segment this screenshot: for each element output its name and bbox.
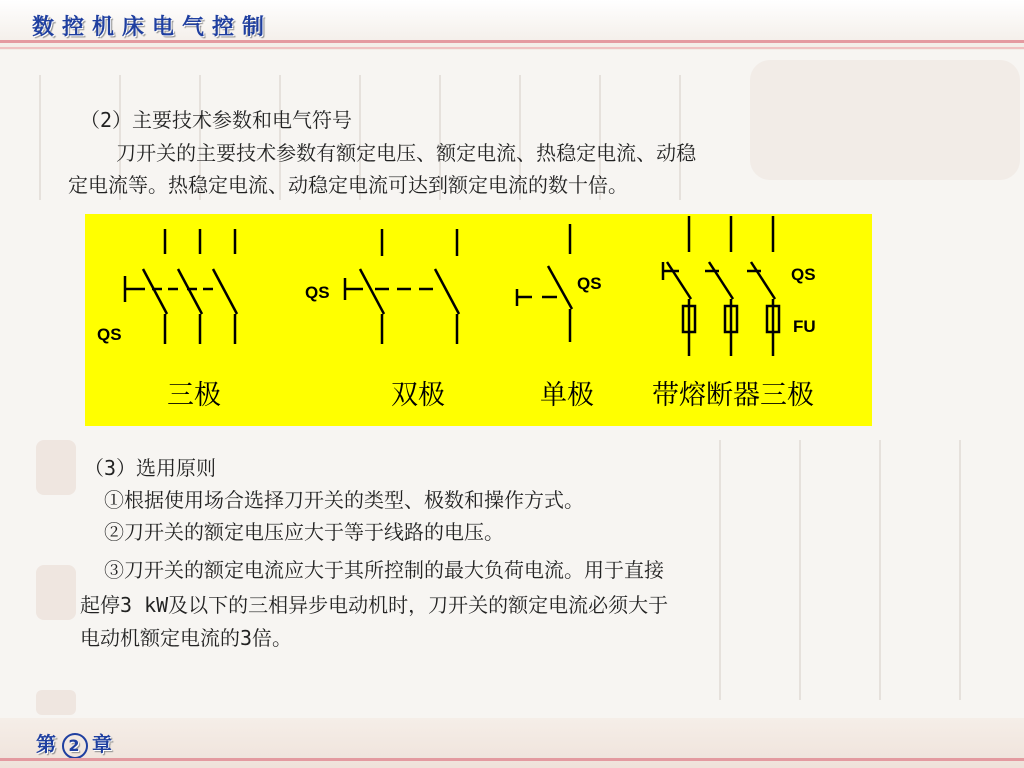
section3-heading: （3）选用原则 xyxy=(84,456,217,480)
section3-item3-line3: 电动机额定电流的3倍。 xyxy=(80,626,293,650)
two-pole-caption: 双极 xyxy=(391,380,445,411)
chapter-prefix: 第 xyxy=(36,732,58,756)
chapter-number-badge: 2 xyxy=(62,733,88,759)
footer-divider xyxy=(0,758,1024,761)
fuse-tag: FU xyxy=(793,317,816,336)
two-pole-tag: QS xyxy=(305,283,330,302)
header-divider xyxy=(0,40,1024,43)
three-pole-caption: 三极 xyxy=(167,380,221,411)
fused-switch-tag: QS xyxy=(791,265,816,284)
three-pole-switch-symbol xyxy=(125,229,237,344)
three-pole-tag: QS xyxy=(97,325,122,344)
single-pole-caption: 单极 xyxy=(540,380,594,411)
course-title: 数控机床电气控制 xyxy=(32,15,273,40)
two-pole-switch-symbol xyxy=(345,229,459,344)
chapter-suffix: 章 xyxy=(92,732,114,756)
switch-symbols-svg xyxy=(85,214,872,426)
single-pole-tag: QS xyxy=(577,274,602,293)
section3-item3-line2: 起停3 kW及以下的三相异步电动机时，刀开关的额定电流必须大于 xyxy=(80,593,669,617)
section3-item1: ①根据使用场合选择刀开关的类型、极数和操作方式。 xyxy=(104,488,584,512)
section2-paragraph-line1: 刀开关的主要技术参数有额定电压、额定电流、热稳定电流、动稳 xyxy=(68,141,697,165)
fused-three-pole-caption: 带熔断器三极 xyxy=(652,380,814,411)
single-pole-switch-symbol xyxy=(517,224,572,342)
chapter-label xyxy=(36,728,114,759)
section2-heading: （2）主要技术参数和电气符号 xyxy=(80,108,353,132)
fused-three-pole-switch-symbol xyxy=(663,216,779,356)
section3-item3-line1: ③刀开关的额定电流应大于其所控制的最大负荷电流。用于直接 xyxy=(104,558,664,582)
section3-item2: ②刀开关的额定电压应大于等于线路的电压。 xyxy=(104,520,504,544)
section2-paragraph-line2: 定电流等。热稳定电流、动稳定电流可达到额定电流的数十倍。 xyxy=(68,173,628,197)
header-divider xyxy=(0,47,1024,49)
